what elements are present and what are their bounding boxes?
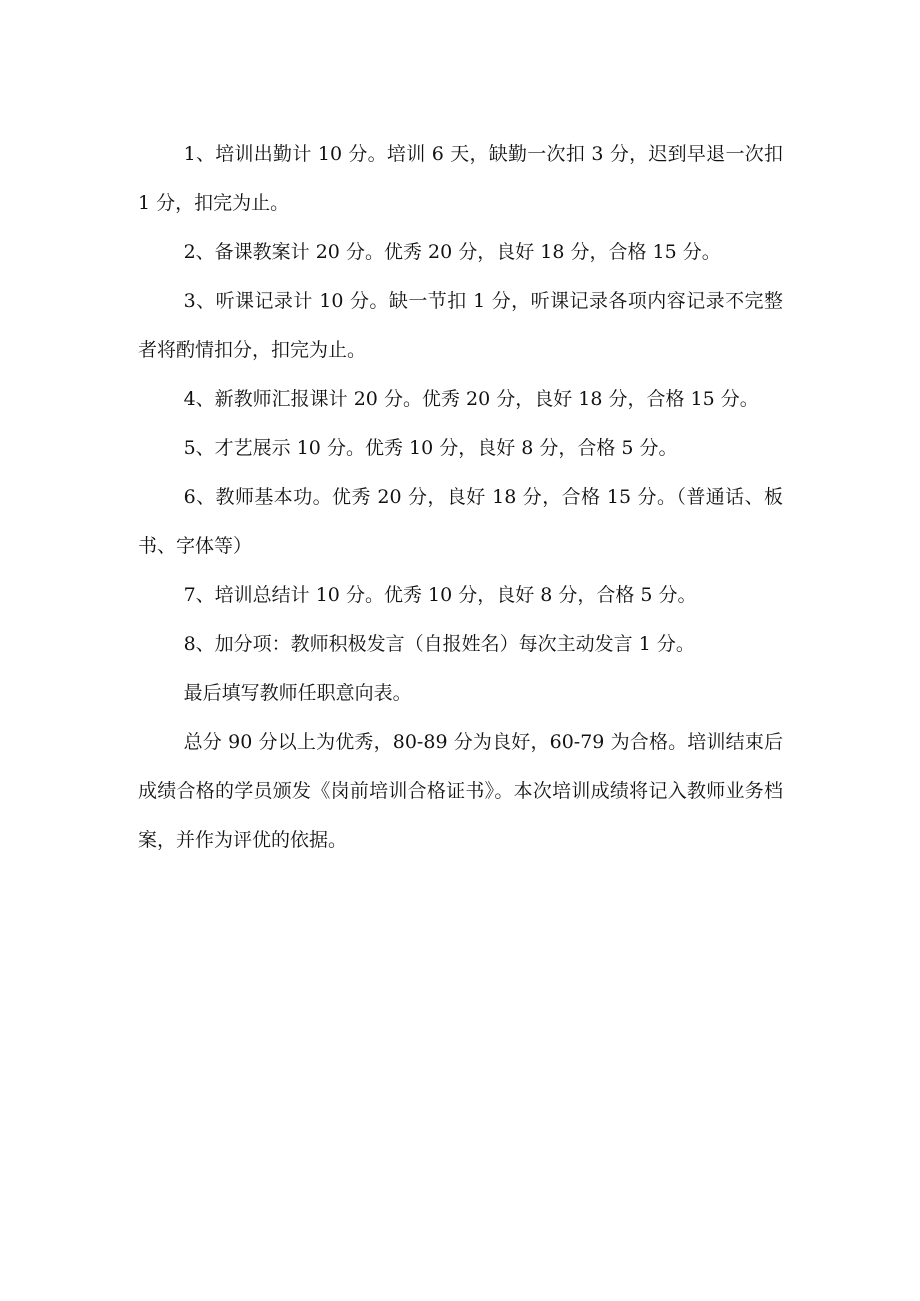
item-observation-record: 3、听课记录计 10 分。缺一节扣 1 分，听课记录各项内容记录不完整者将酌情扣分，扣完为止。 [138, 290, 783, 361]
item-report-lesson: 4、新教师汇报课计 20 分。优秀 20 分，良好 18 分，合格 15 分。 [183, 388, 759, 410]
item-training-summary: 7、培训总结计 10 分。优秀 10 分，良好 8 分，合格 5 分。 [183, 584, 697, 606]
item-talent-show: 5、才艺展示 10 分。优秀 10 分，良好 8 分，合格 5 分。 [183, 437, 678, 459]
item-attendance: 1、培训出勤计 10 分。培训 6 天，缺勤一次扣 3 分，迟到早退一次扣 1 分，扣完为止。 [138, 143, 783, 214]
item-basic-skills: 6、教师基本功。优秀 20 分，良好 18 分，合格 15 分。（普通话、板书、字体等） [138, 486, 783, 557]
item-bonus-points: 8、加分项：教师积极发言（自报姓名）每次主动发言 1 分。 [183, 633, 695, 655]
document-body [138, 130, 783, 865]
grading-summary: 总分 90 分以上为优秀，80-89 分为良好，60-79 为合格。培训结束后成绩合格的学员颁发《岗前培训合格证书》。本次培训成绩将记入教师业务档案，并作为评优的依据。 [138, 731, 783, 851]
item-lesson-plan: 2、备课教案计 20 分。优秀 20 分，良好 18 分，合格 15 分。 [183, 241, 721, 263]
intention-form-note: 最后填写教师任职意向表。 [183, 682, 412, 704]
